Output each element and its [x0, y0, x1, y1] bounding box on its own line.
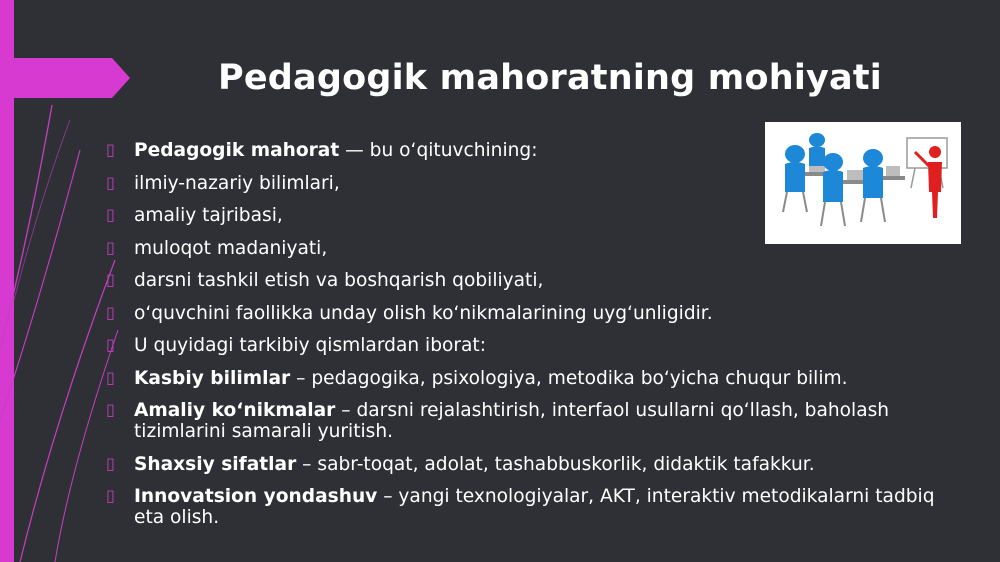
arrow-bullet-icon: ▯ — [106, 205, 115, 224]
arrow-bullet-icon: ▯ — [106, 237, 115, 257]
list-item: ▯ ilmiy-nazariy bilimlari, — [106, 172, 340, 194]
arrow-bullet-icon: ▯ — [106, 367, 115, 387]
accent-curve — [20, 260, 115, 562]
arrow-bullet-icon: ▯ — [106, 335, 115, 354]
list-item: ▯ muloqot madaniyati, — [106, 237, 328, 259]
arrow-bullet-icon: ▯ — [106, 400, 115, 419]
slide-title: Pedagogik mahoratning mohiyati — [218, 58, 882, 98]
arrow-bullet-icon: ▯ — [106, 453, 115, 473]
arrow-bullet-icon: ▯ — [106, 270, 115, 289]
list-item: ▯ Pedagogik mahorat — bu o‘qituvchining: — [106, 140, 538, 161]
classroom-teacher-illustration — [765, 122, 961, 244]
student-figure-icon — [809, 133, 825, 166]
list-item: ▯ amaliy tajribasi, — [106, 205, 283, 226]
list-item: ▯ o‘quvchini faollikka unday olish ko‘nikmalarining uyg‘unligidir. — [106, 302, 713, 324]
list-item: ▯ Shaxsiy sifatlar – sabr-toqat, adolat, tashabbuskorlik, didaktik tafakkur. — [106, 453, 815, 475]
arrow-bullet-icon: ▯ — [106, 140, 115, 159]
arrow-bullet-icon: ▯ — [106, 172, 115, 192]
list-item: ▯ Amaliy ko‘nikmalar – darsni rejalashtirish, interfaol usullarni qo‘llash, baholash tizimlarini samarali yuritish. — [106, 400, 890, 442]
arrow-bullet-icon: ▯ — [106, 486, 115, 505]
list-item: ▯ U quyidagi tarkibiy qismlardan iborat: — [106, 335, 486, 356]
list-item: ▯ darsni tashkil etish va boshqarish qobiliyati, — [106, 270, 544, 291]
list-item: ▯ Innovatsion yondashuv – yangi texnologiyalar, AKT, interaktiv metodikalarni tadbiq eta olish. — [106, 486, 935, 528]
accent-arrow — [14, 58, 130, 98]
list-item: ▯ Kasbiy bilimlar – pedagogika, psixologiya, metodika bo‘yicha chuqur bilim. — [106, 367, 848, 389]
accent-bar — [0, 0, 14, 562]
accent-curve — [14, 120, 70, 300]
arrow-bullet-icon: ▯ — [106, 302, 115, 322]
